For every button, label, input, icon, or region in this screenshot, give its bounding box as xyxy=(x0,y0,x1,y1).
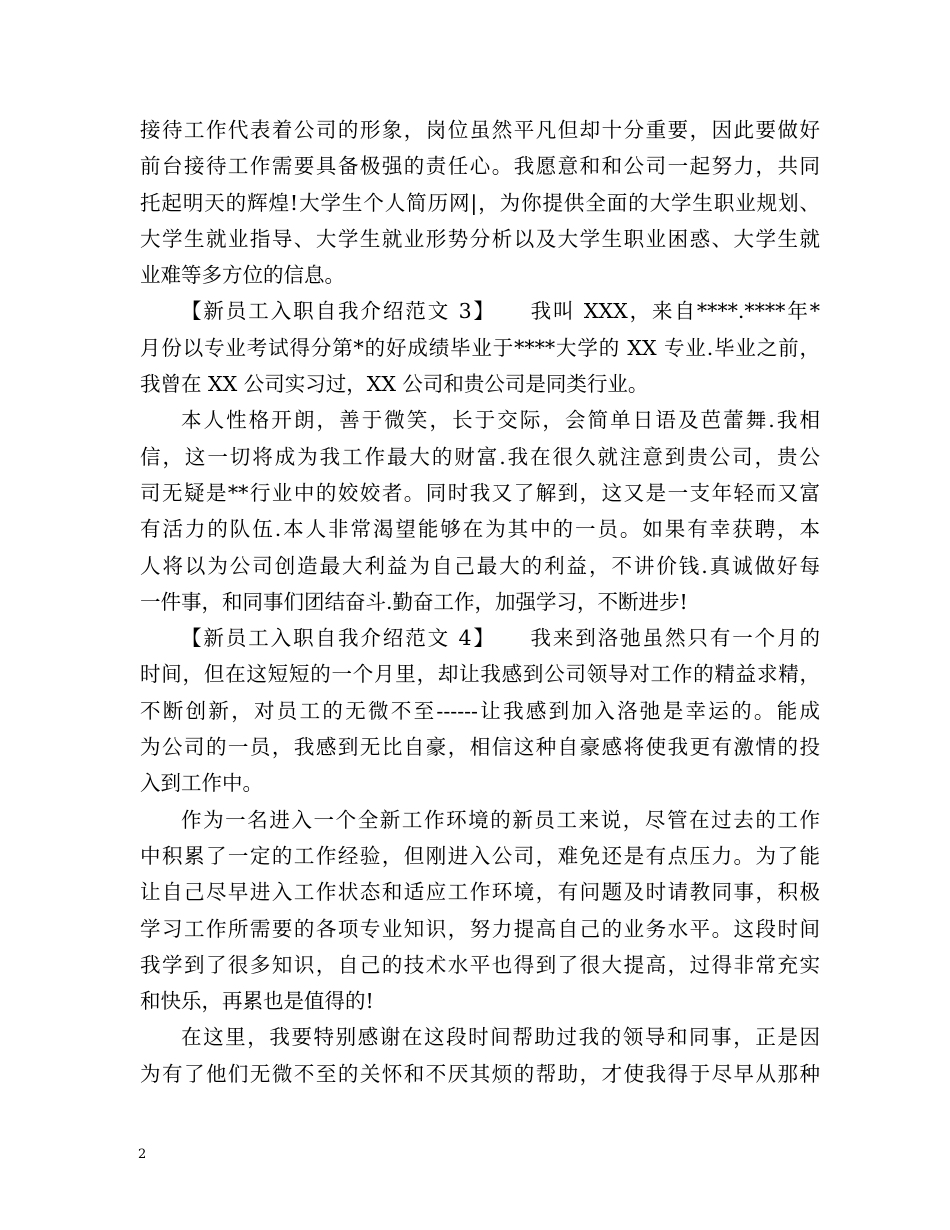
text-line: 一件事，和同事们团结奋斗.勤奋工作，加强学习，不断进步! xyxy=(140,589,688,614)
text-line: 我曾在 XX 公司实习过，XX 公司和贵公司是同类行业。 xyxy=(140,372,649,397)
text-line: 我学到了很多知识，自己的技术水平也得到了很大提高，过得非常充实 xyxy=(140,952,820,977)
text-line: 【新员工入职自我介绍范文 4】 我来到洛弛虽然只有一个月的 xyxy=(181,626,820,651)
text-line: 前台接待工作需要具备极强的责任心。我愿意和和公司一起努力，共同 xyxy=(140,154,820,179)
text-line: 月份以专业考试得分第*的好成绩毕业于****大学的 XX 专业.毕业之前， xyxy=(140,335,820,360)
text-line: 托起明天的辉煌!大学生个人简历网|，为你提供全面的大学生职业规划、 xyxy=(140,190,820,215)
page-number: 2 xyxy=(138,1147,147,1162)
text-line: 为公司的一员，我感到无比自豪，相信这种自豪感将使我更有激情的投 xyxy=(140,735,820,760)
text-line: 时间，但在这短短的一个月里，却让我感到公司领导对工作的精益求精， xyxy=(140,662,820,687)
text-line: 中积累了一定的工作经验，但刚进入公司，难免还是有点压力。为了能 xyxy=(140,843,820,868)
text-line: 不断创新，对员工的无微不至------让我感到加入洛弛是幸运的。能成 xyxy=(140,698,820,723)
text-line: 【新员工入职自我介绍范文 3】 我叫 XXX，来自****.****年* xyxy=(181,299,820,324)
text-line: 学习工作所需要的各项专业知识，努力提高自己的业务水平。这段时间 xyxy=(140,916,820,941)
text-line: 业难等多方位的信息。 xyxy=(140,263,345,288)
text-line: 大学生就业指导、大学生就业形势分析以及大学生职业困惑、大学生就 xyxy=(140,226,820,251)
text-line: 本人性格开朗，善于微笑，长于交际，会简单日语及芭蕾舞.我相 xyxy=(181,408,820,433)
text-line: 作为一名进入一个全新工作环境的新员工来说，尽管在过去的工作 xyxy=(181,807,820,832)
text-line: 让自己尽早进入工作状态和适应工作环境，有问题及时请教同事，积极 xyxy=(140,880,820,905)
text-line: 司无疑是**行业中的姣姣者。同时我又了解到，这又是一支年轻而又富 xyxy=(140,480,820,505)
text-line: 和快乐，再累也是值得的! xyxy=(140,989,374,1014)
text-line: 为有了他们无微不至的关怀和不厌其烦的帮助，才使我得于尽早从那种 xyxy=(140,1061,820,1086)
text-line: 入到工作中。 xyxy=(140,771,263,796)
text-line: 有活力的队伍.本人非常渴望能够在为其中的一员。如果有幸获聘，本 xyxy=(140,517,820,542)
text-line: 在这里，我要特别感谢在这段时间帮助过我的领导和同事，正是因 xyxy=(181,1025,820,1050)
text-line: 人将以为公司创造最大利益为自己最大的利益，不讲价钱.真诚做好每 xyxy=(140,553,820,578)
document-body xyxy=(140,112,820,1092)
text-line: 信，这一切将成为我工作最大的财富.我在很久就注意到贵公司，贵公 xyxy=(140,444,820,469)
text-line: 接待工作代表着公司的形象，岗位虽然平凡但却十分重要，因此要做好 xyxy=(140,118,820,142)
